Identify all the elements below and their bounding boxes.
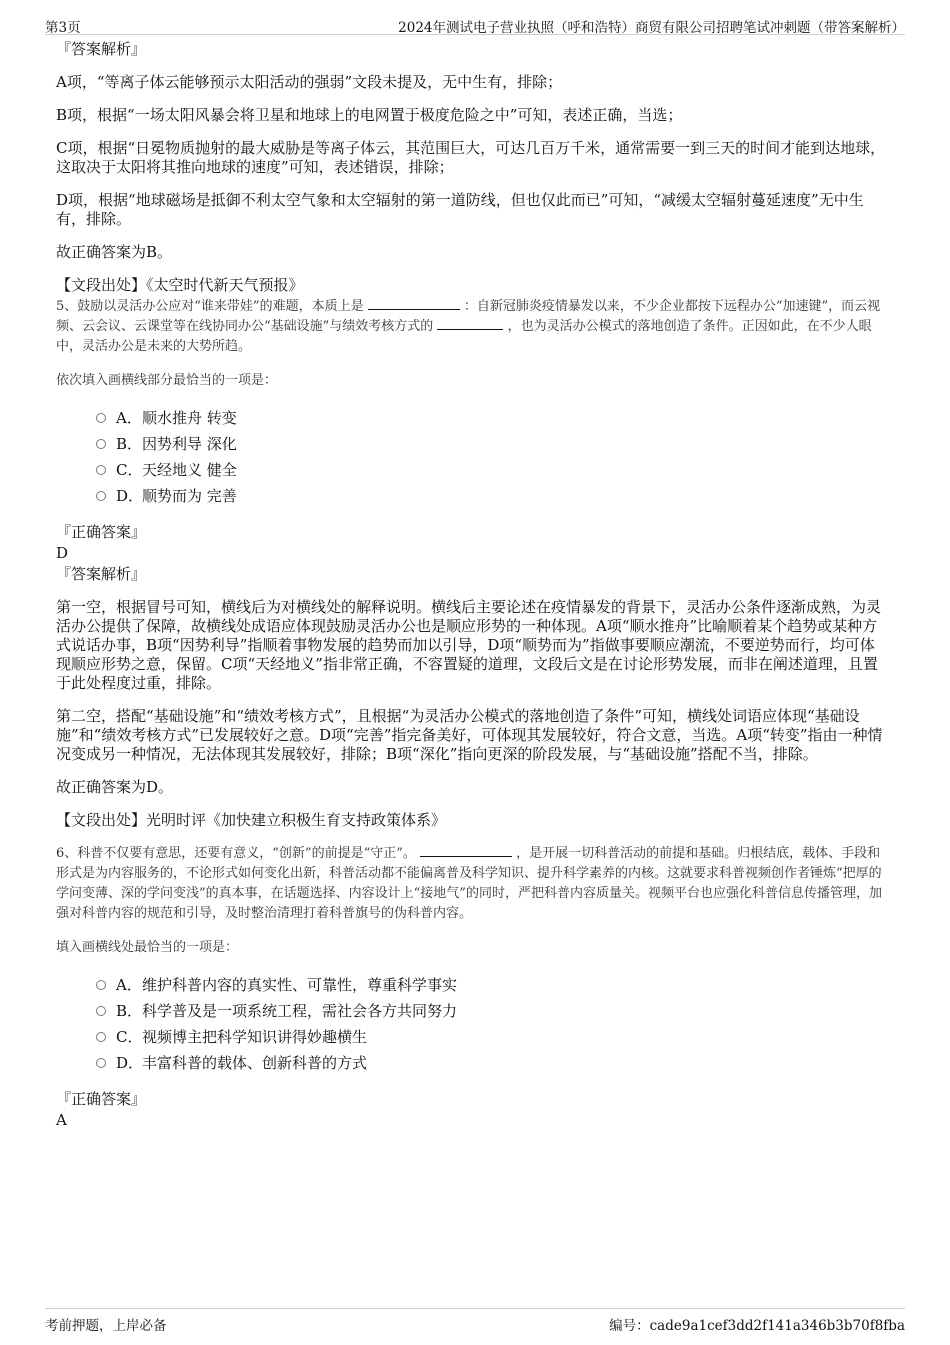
q5-stem: 5、鼓励以灵活办公应对“谁来带娃”的难题，本质上是 ：自新冠肺炎疫情暴发以来，不少企业都按下远程办公“加速键”，而云视频、云会议、云课堂等在线协同办公“基础设施”与绩效考核方式的 ，也为灵活办公模式的落地创造了条件。正因如此，在不少人眼中，灵活办公是未来的大势所趋。 [56, 299, 881, 354]
q5-option-a[interactable]: A． 顺水推舟 转变 [96, 405, 886, 431]
q5-analysis-1: 第一空，根据冒号可知，横线后为对横线处的解释说明。横线后主要论述在疫情暴发的背景下，灵活办公条件逐渐成熟，为灵活办公提供了保障，故横线处成语应体现鼓励灵活办公也是顺应形势的一种体现。A项“顺水推舟”比喻顺着某个趋势或某种方式说话办事，B项“因势利导”指顺着事物发展的趋势而加以引导，D项“顺势而为”指做事要顺应潮流，不要逆势而行，均可体现顺应形势之意，保留。C项“天经地义”指非常正确，不容置疑的道理，文段后文是在讨论形势发展，而非在阐述道理，且置于此处程度过重，排除。 [56, 598, 882, 692]
q4-analysis-c: C项，根据“日冕物质抛射的最大威胁是等离子体云，其范围巨大，可达几百万千米，通常需要一到三天的时间才能到达地球，这取决于太阳将其推向地球的速度”可知，表述错误，排除； [56, 139, 886, 176]
q6-stem: 6、科普不仅要有意思，还要有意义，“创新”的前提是“守正”。 ，是开展一切科普活动的前提和基础。归根结底，载体、手段和形式是为内容服务的，不论形式如何变化出新，科普活动都不能偏离普及科学知识、提升科学素养的内核。这就要求科普视频创作者锤炼“把厚的学问变薄、深的学问变浅”的真本事，在话题选择、内容设计上“接地气”的同时，严把科普内容质量关。视频平台也应强化科普信息传播管理，加强对科普内容的规范和引导，及时整治清理打着科普旗号的伪科普内容。 [56, 846, 882, 921]
radio-icon[interactable] [96, 1058, 106, 1068]
q5-answer-label: 『正确答案』 [56, 523, 147, 541]
q5-option-b[interactable]: B． 因势利导 深化 [96, 431, 886, 457]
radio-icon[interactable] [96, 439, 106, 449]
footer-slogan: 考前押题，上岸必备 [45, 1318, 167, 1334]
blank-line [368, 297, 460, 310]
q5-option-c[interactable]: C． 天经地义 健全 [96, 457, 886, 483]
q6-option-c[interactable]: C． 视频博主把科学知识讲得妙趣横生 [96, 1024, 886, 1050]
blank-line [420, 844, 512, 857]
q5-analysis-2: 第二空，搭配“基础设施”和“绩效考核方式”，且根据“为灵活办公模式的落地创造了条件”可知，横线处词语应体现“基础设施”和“绩效考核方式”已发展较好之意。D项“完善”指完备美好，可体现其发展较好，符合文意，当选。A项“转变”指由一种情况变成另一种情况，无法体现其发展较好，排除；B项“深化”指向更深的阶段发展，与“基础设施”搭配不当，排除。 [56, 707, 883, 763]
page-footer [45, 1308, 905, 1334]
radio-icon[interactable] [96, 491, 106, 501]
document-body [56, 40, 886, 1132]
radio-icon[interactable] [96, 980, 106, 990]
q6-option-d[interactable]: D． 丰富科普的载体、创新科普的方式 [96, 1050, 886, 1076]
document-title: 2024年测试电子营业执照（呼和浩特）商贸有限公司招聘笔试冲刺题（带答案解析） [398, 20, 905, 36]
page-number: 第3页 [45, 20, 81, 36]
q6-option-a[interactable]: A． 维护科普内容的真实性、可靠性，尊重科学事实 [96, 972, 886, 998]
q5-answer: D [56, 544, 69, 562]
q5-prompt: 依次填入画横线部分最恰当的一项是： [56, 373, 278, 388]
radio-icon[interactable] [96, 413, 106, 423]
q4-analysis-d: D项，根据“地球磁场是抵御不利太空气象和太空辐射的第一道防线，但也仅此而已”可知，“减缓太空辐射蔓延速度”无中生有，排除。 [56, 191, 864, 228]
q6-answer: A [56, 1111, 67, 1129]
q4-analysis-b: B项，根据“一场太阳风暴会将卫星和地球上的电网置于极度危险之中”可知，表述正确，当选； [56, 106, 683, 124]
q6-answer-label: 『正确答案』 [56, 1090, 147, 1108]
radio-icon[interactable] [96, 1006, 106, 1016]
q6-option-b[interactable]: B． 科学普及是一项系统工程，需社会各方共同努力 [96, 998, 886, 1024]
q6-prompt: 填入画横线处最恰当的一项是： [56, 940, 239, 955]
q4-conclusion: 故正确答案为B。 [56, 243, 173, 261]
q5-option-d[interactable]: D． 顺势而为 完善 [96, 483, 886, 509]
radio-icon[interactable] [96, 1032, 106, 1042]
q5-analysis-label: 『答案解析』 [56, 565, 147, 583]
q5-options [96, 405, 886, 509]
page-header [45, 14, 905, 35]
blank-line [437, 317, 503, 330]
radio-icon[interactable] [96, 465, 106, 475]
q6-options [96, 972, 886, 1076]
q4-analysis-label: 『答案解析』 [56, 40, 147, 58]
q4-source: 【文段出处】《太空时代新天气预报》 [56, 276, 304, 294]
q5-source: 【文段出处】光明时评《加快建立积极生育支持政策体系》 [56, 811, 447, 829]
document-id: 编号：cade9a1cef3dd2f141a346b3b70f8fba [609, 1318, 905, 1334]
q4-analysis-a: A项，“等离子体云能够预示太阳活动的强弱”文段未提及，无中生有，排除； [56, 73, 563, 91]
q5-conclusion: 故正确答案为D。 [56, 778, 174, 796]
